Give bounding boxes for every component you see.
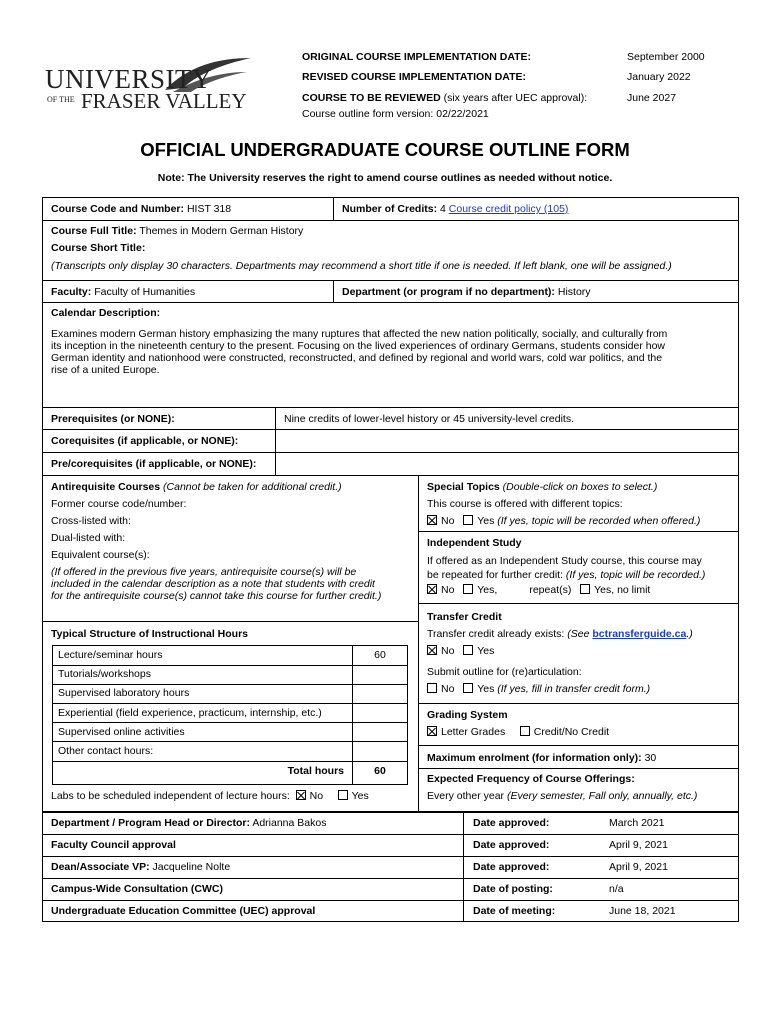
labs-independent: Labs to be scheduled independent of lecture hours: No Yes <box>51 790 369 802</box>
approval-cwc-date-label: Date of posting: <box>473 883 553 895</box>
approval-faculty-date: April 9, 2021 <box>609 839 668 851</box>
credit-no-credit-checkbox[interactable] <box>520 726 530 736</box>
review-date-value: June 2027 <box>627 92 677 104</box>
amend-note: Note: The University reserves the right to amend course outlines as needed without notice. <box>157 172 613 184</box>
transfer-exists-options: No Yes <box>427 645 494 657</box>
labs-yes-checkbox[interactable] <box>338 790 348 800</box>
equivalent-label: Equivalent course(s): <box>51 549 150 561</box>
prereq-value: Nine credits of lower-level history or 45 university-level credits. <box>284 413 575 425</box>
approval-cwc-date: n/a <box>609 883 624 895</box>
approval-uec: Undergraduate Education Committee (UEC) approval <box>51 905 316 917</box>
labs-no-checkbox[interactable] <box>296 790 306 800</box>
faculty: Faculty: Faculty of Humanities <box>51 286 196 298</box>
transfer-exists: Transfer credit already exists: (See bctransferguide.ca.) <box>427 628 693 640</box>
independent-line2: be repeated for further credit: (If yes, topic will be recorded.) <box>427 569 706 581</box>
approval-uec-date: June 18, 2021 <box>609 905 676 917</box>
page-title: OFFICIAL UNDERGRADUATE COURSE OUTLINE FORM <box>140 139 630 160</box>
total-hours-value: 60 <box>374 765 386 777</box>
hours-row-lab: Supervised laboratory hours <box>58 687 190 699</box>
former-code-label: Former course code/number: <box>51 498 187 510</box>
rearticulation-no-checkbox[interactable] <box>427 683 437 693</box>
transfer-heading: Transfer Credit <box>427 611 502 623</box>
antireq-heading: Antirequisite Courses (Cannot be taken for additional credit.) <box>51 481 342 493</box>
crosslisted-label: Cross-listed with: <box>51 515 131 527</box>
special-topics-yes-checkbox[interactable] <box>463 515 473 525</box>
prereq-label: Prerequisites (or NONE): <box>51 413 175 425</box>
max-enrolment: Maximum enrolment (for information only): 30 <box>427 752 657 764</box>
calendar-label: Calendar Description: <box>51 307 161 319</box>
independent-no-limit-checkbox[interactable] <box>580 584 590 594</box>
transfer-no-checkbox[interactable] <box>427 645 437 655</box>
grading-options: Letter Grades Credit/No Credit <box>427 726 609 738</box>
independent-options: No Yes, repeat(s) Yes, no limit <box>427 584 650 596</box>
total-hours-label: Total hours <box>287 765 344 777</box>
frequency-value: Every other year (Every semester, Fall only, annually, etc.) <box>427 790 698 802</box>
transfer-yes-checkbox[interactable] <box>463 645 473 655</box>
independent-yes-checkbox[interactable] <box>463 584 473 594</box>
special-topics-options: No Yes (If yes, topic will be recorded when offered.) <box>427 515 700 527</box>
approval-dean-date-label: Date approved: <box>473 861 550 873</box>
bctransferguide-link[interactable]: bctransferguide.ca <box>592 628 687 640</box>
full-title: Course Full Title: Themes in Modern German History <box>51 225 304 237</box>
credit-policy-link[interactable]: Course credit policy (105) <box>448 203 569 215</box>
university-logo <box>45 62 250 122</box>
precoreq-label: Pre/corequisites (if applicable, or NONE): <box>51 458 257 470</box>
calendar-description: Examines modern German history emphasizing the many ruptures that affected the new nation politically, socially, and culturally from its inception in the nineteenth century to the present. Focusing on the lived experiences of ordinary Germans, students consider how German identity and nationhood were constructed, reconstructed, and defined by regional and world wars, cold war politics, and the rise of a united Europe. <box>51 328 668 377</box>
approval-cwc: Campus-Wide Consultation (CWC) <box>51 883 223 895</box>
transfer-submit-options: No Yes (If yes, fill in transfer credit form.) <box>427 683 650 695</box>
approval-dean: Dean/Associate VP: Jacqueline Nolte <box>51 861 231 873</box>
grading-heading: Grading System <box>427 709 508 721</box>
form-version: Course outline form version: 02/22/2021 <box>302 108 489 120</box>
department: Department (or program if no department): History <box>342 286 591 298</box>
transfer-submit: Submit outline for (re)articulation: <box>427 666 582 678</box>
credits: Number of Credits: 4 Course credit policy (105) <box>342 203 569 215</box>
approval-faculty-council: Faculty Council approval <box>51 839 176 851</box>
independent-line1: If offered as an Independent Study course, this course may <box>427 555 702 567</box>
short-title-label: Course Short Title: <box>51 242 146 254</box>
special-topics-heading: Special Topics (Double-click on boxes to select.) <box>427 481 658 493</box>
logo-university: UNIVERSITY <box>45 64 212 94</box>
original-date-value: September 2000 <box>627 51 705 63</box>
coreq-label: Corequisites (if applicable, or NONE): <box>51 435 239 447</box>
rearticulation-yes-checkbox[interactable] <box>463 683 473 693</box>
special-topics-no-checkbox[interactable] <box>427 515 437 525</box>
short-title-note: (Transcripts only display 30 characters. Departments may recommend a short title if one is needed. If left blank, one will be assigned.) <box>51 260 672 272</box>
course-code: Course Code and Number: HIST 318 <box>51 203 232 215</box>
independent-no-checkbox[interactable] <box>427 584 437 594</box>
antireq-note: (If offered in the previous five years, antirequisite course(s) will be included in the calendar description as a note that students with credit for the antirequisite course(s) cannot take this course for further credit.) <box>51 566 382 603</box>
approval-uec-date-label: Date of meeting: <box>473 905 556 917</box>
approval-faculty-date-label: Date approved: <box>473 839 550 851</box>
review-date-label: COURSE TO BE REVIEWED (six years after UEC approval): <box>302 92 588 104</box>
hours-value-lecture[interactable]: 60 <box>374 649 386 661</box>
hours-row-other: Other contact hours: <box>58 745 154 757</box>
revised-date-value: January 2022 <box>627 71 691 83</box>
approval-dept-date: March 2021 <box>609 817 665 829</box>
approval-dept-date-label: Date approved: <box>473 817 550 829</box>
frequency-label: Expected Frequency of Course Offerings: <box>427 773 635 785</box>
approval-dept-head: Department / Program Head or Director: Adrianna Bakos <box>51 817 327 829</box>
original-date-label: ORIGINAL COURSE IMPLEMENTATION DATE: <box>302 51 532 63</box>
hours-row-experiential: Experiential (field experience, practicum, internship, etc.) <box>58 707 322 719</box>
revised-date-label: REVISED COURSE IMPLEMENTATION DATE: <box>302 71 527 83</box>
hours-row-tutorials: Tutorials/workshops <box>58 668 151 680</box>
duallisted-label: Dual-listed with: <box>51 532 126 544</box>
hours-row-lecture: Lecture/seminar hours <box>58 649 163 661</box>
special-topics-line: This course is offered with different topics: <box>427 498 623 510</box>
logo-of-the: OF THE <box>47 95 75 104</box>
hours-row-online: Supervised online activities <box>58 726 185 738</box>
hours-heading: Typical Structure of Instructional Hours <box>51 628 248 640</box>
approval-dean-date: April 9, 2021 <box>609 861 668 873</box>
logo-fraser-valley: FRASER VALLEY <box>81 89 247 113</box>
letter-grades-checkbox[interactable] <box>427 726 437 736</box>
independent-study-heading: Independent Study <box>427 537 522 549</box>
